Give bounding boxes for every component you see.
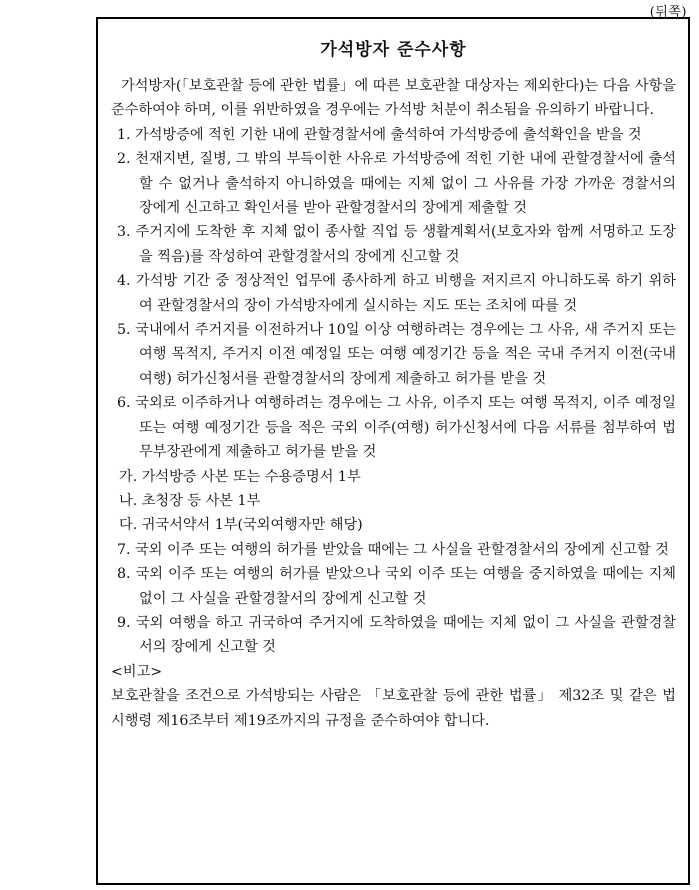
document-title: 가석방자 준수사항 xyxy=(320,40,467,60)
rule-item-1: 1. 가석방증에 적힌 기한 내에 관할경찰서에 출석하여 가석방증에 출석확인을 받을 것 xyxy=(117,126,642,143)
rule-subitem-ga: 가. 가석방증 사본 또는 수용증명서 1부 xyxy=(119,468,361,485)
page-side-label: (뒤쪽) xyxy=(649,5,687,20)
notice-box xyxy=(96,17,690,885)
rule-item-2: 2. 천재지변, 질병, 그 밖의 부득이한 사유로 가석방증에 적힌 기한 내에 관할경찰서에 출석할 수 없거나 출석하지 아니하였을 때에는 지체 없이 그 사유를 가장 가까운 경찰서의 장에게 신고하고 확인서를 받아 관할경찰서의 장에게 제출할 것 xyxy=(117,151,676,217)
note-text: 보호관찰을 조건으로 가석방되는 사람은 「보호관찰 등에 관한 법률」 제32조 및 같은 법 시행령 제16조부터 제19조까지의 규정을 준수하여야 합니다. xyxy=(111,688,676,729)
rule-subitem-da: 다. 귀국서약서 1부(국외여행자만 해당) xyxy=(119,517,363,534)
intro-paragraph: 가석방자(「보호관찰 등에 관한 법률」에 따른 보호관찰 대상자는 제외한다)는 다음 사항을 준수하여야 하며, 이를 위반하였을 경우에는 가석방 처분이 취소됨을 유의하기 바랍니다. xyxy=(111,78,676,119)
rule-subitem-na: 나. 초청장 등 사본 1부 xyxy=(119,492,261,509)
rule-item-5: 5. 국내에서 주거지를 이전하거나 10일 이상 여행하려는 경우에는 그 사유, 새 주거지 또는 여행 목적지, 주거지 이전 예정일 또는 여행 예정기간 등을 적은 국내 주거지 이전(국내 여행) 허가신청서를 관할경찰서의 장에게 제출하고 허가를 받을 것 xyxy=(117,322,676,387)
note-heading: <비고> xyxy=(111,663,163,680)
rule-item-4: 4. 가석방 기간 중 정상적인 업무에 종사하게 하고 비행을 저지르지 아니하도록 하기 위하여 관할경찰서의 장이 가석방자에게 실시하는 지도 또는 조치에 따를 것 xyxy=(117,273,676,314)
rule-item-9: 9. 국외 여행을 하고 귀국하여 주거지에 도착하였을 때에는 지체 없이 그 사실을 관할경찰서의 장에게 신고할 것 xyxy=(117,614,676,656)
rule-item-7: 7. 국외 이주 또는 여행의 허가를 받았을 때에는 그 사실을 관할경찰서의 장에게 신고할 것 xyxy=(117,541,669,558)
rule-item-3: 3. 주거지에 도착한 후 지체 없이 종사할 직업 등 생활계획서(보호자와 함께 서명하고 도장을 찍음)를 작성하여 관할경찰서의 장에게 신고할 것 xyxy=(117,224,676,265)
document-body xyxy=(111,74,676,733)
rule-item-6: 6. 국외로 이주하거나 여행하려는 경우에는 그 사유, 이주지 또는 여행 목적지, 이주 예정일 또는 여행 예정기간 등을 적은 국외 이주(여행) 허가신청서에 다음 서류를 첨부하여 법무부장관에게 제출하고 허가를 받을 것 xyxy=(117,395,676,461)
rule-item-8: 8. 국외 이주 또는 여행의 허가를 받았으나 국외 이주 또는 여행을 중지하였을 때에는 지체 없이 그 사실을 관할경찰서의 장에게 신고할 것 xyxy=(117,566,676,607)
